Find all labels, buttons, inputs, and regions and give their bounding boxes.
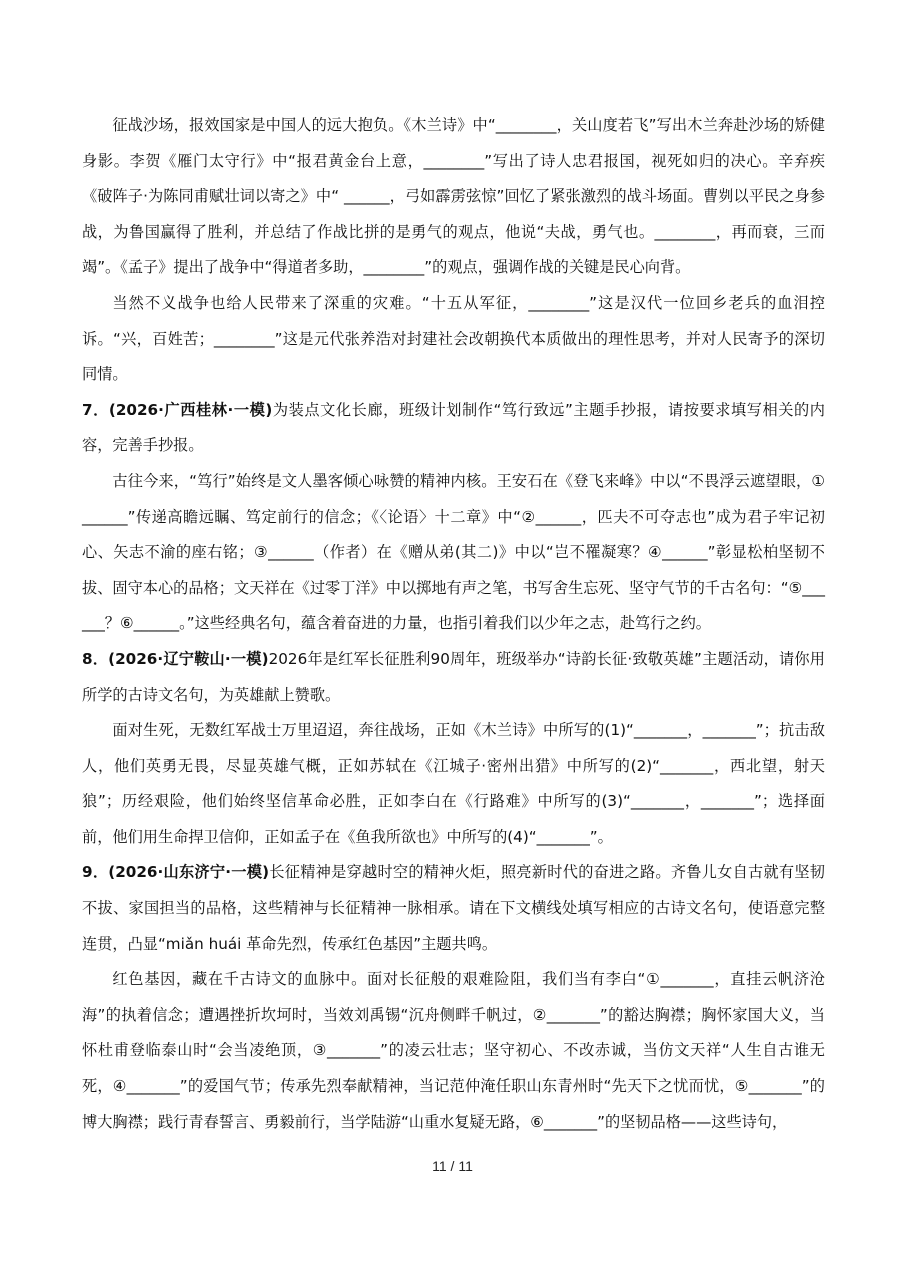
q6-paragraph-2: 当然不义战争也给人民带来了深重的灾难。“十五从军征，________”这是汉代一位回乡老兵的血泪控诉。“兴，百姓苦；________”这是元代张养浩对封建社会改朝换代本质做出的理性思考，并对人民寄予的深切同情。: [82, 293, 825, 384]
question-9: [82, 855, 825, 962]
question-8-passage: 面对生死，无数红军战士万里迢迢，奔往战场，正如《木兰诗》中所写的(1)“_______，_______”；抗击敌人，他们英勇无畏，尽显英雄气概，正如苏轼在《江城子·密州出猎》中所写的(2)“_______，西北望，射天狼”；历经艰险，他们始终坚信革命必胜，正如李白在《行路难》中所写的(3)“_______，_______”；选择面前，他们用生命捍卫信仰，正如孟子在《鱼我所欲也》中所写的(4)“_______”。: [82, 721, 825, 846]
question-7-prompt: 为装点文化长廊，班级计划制作“笃行致远”主题手抄报，请按要求填写相关的内容，完善手抄报。: [82, 400, 825, 455]
question-9-number: 9．(2026·山东济宁·一模): [82, 863, 270, 882]
question-9-passage: 红色基因，藏在千古诗文的血脉中。面对长征般的艰难险阻，我们当有李白“①_______，直挂云帆济沧海”的执着信念；遭遇挫折坎坷时，当效刘禹锡“沉舟侧畔千帆过，②_______”的豁达胸襟；胸怀家国大义，当怀杜甫登临泰山时“会当凌绝顶，③_______”的凌云壮志；坚守初心、不改赤诚，当仿文天祥“人生自古谁无死，④_______”的爱国气节；传承先烈奉献精神，当记范仲淹任职山东青州时“先天下之忧而忧，⑤_______”的博大胸襟；践行青春誓言、勇毅前行，当学陆游“山重水复疑无路，⑥_______”的坚韧品格——这些诗句，: [82, 970, 825, 1131]
page-number: 11 / 11: [432, 1158, 473, 1174]
question-8-prompt: 2026年是红军长征胜利90周年，班级举办“诗韵长征·致敬英雄”主题活动，请你用所学的古诗文名句，为英雄献上赞歌。: [82, 649, 825, 704]
question-9-prompt: 长征精神是穿越时空的精神火炬，照亮新时代的奋进之路。齐鲁儿女自古就有坚韧不拔、家国担当的品格，这些精神与长征精神一脉相承。请在下文横线处填写相应的古诗文名句，使语意完整连贯，凸显“miǎn huái 革命先烈，传承红色基因”主题共鸣。: [82, 863, 825, 953]
question-8: [82, 642, 825, 713]
q6-paragraph-1: 征战沙场，报效国家是中国人的远大抱负。《木兰诗》中“________，关山度若飞”写出木兰奔赴沙场的矫健身影。李贺《雁门太守行》中“报君黄金台上意，________”写出了诗人忠君报国，视死如归的决心。辛弃疾《破阵子·为陈同甫赋壮词以寄之》中“ ______，弓如霹雳弦惊”回忆了紧张激烈的战斗场面。曹刿以平民之身参战，为鲁国赢得了胜利，并总结了作战比拼的是勇气的观点，他说“夫战，勇气也。________，再而衰，三而竭”。《孟子》提出了战争中“得道者多助，________”的观点，强调作战的关键是民心向背。: [82, 116, 825, 277]
question-7-passage: 古往今来，“笃行”始终是文人墨客倾心咏赞的精神内核。王安石在《登飞来峰》中以“不畏浮云遮望眼，①______”传递高瞻远瞩、笃定前行的信念；《〈论语〉十二章》中“②______，匹夫不可夺志也”成为君子牢记初心、矢志不渝的座右铭；③______（作者）在《赠从弟(其二)》中以“岂不罹凝寒？④______”彰显松柏坚韧不拔、固守本心的品格；文天祥在《过零丁洋》中以掷地有声之笔，书写舍生忘死、坚守气节的千古名句：“⑤______？⑥______。”这些经典名句，蕴含着奋进的力量，也指引着我们以少年之志，赴笃行之约。: [82, 471, 825, 633]
question-8-number: 8．(2026·辽宁鞍山·一模): [82, 649, 269, 668]
question-7: [82, 393, 825, 464]
question-7-number: 7．(2026·广西桂林·一模): [82, 400, 273, 419]
